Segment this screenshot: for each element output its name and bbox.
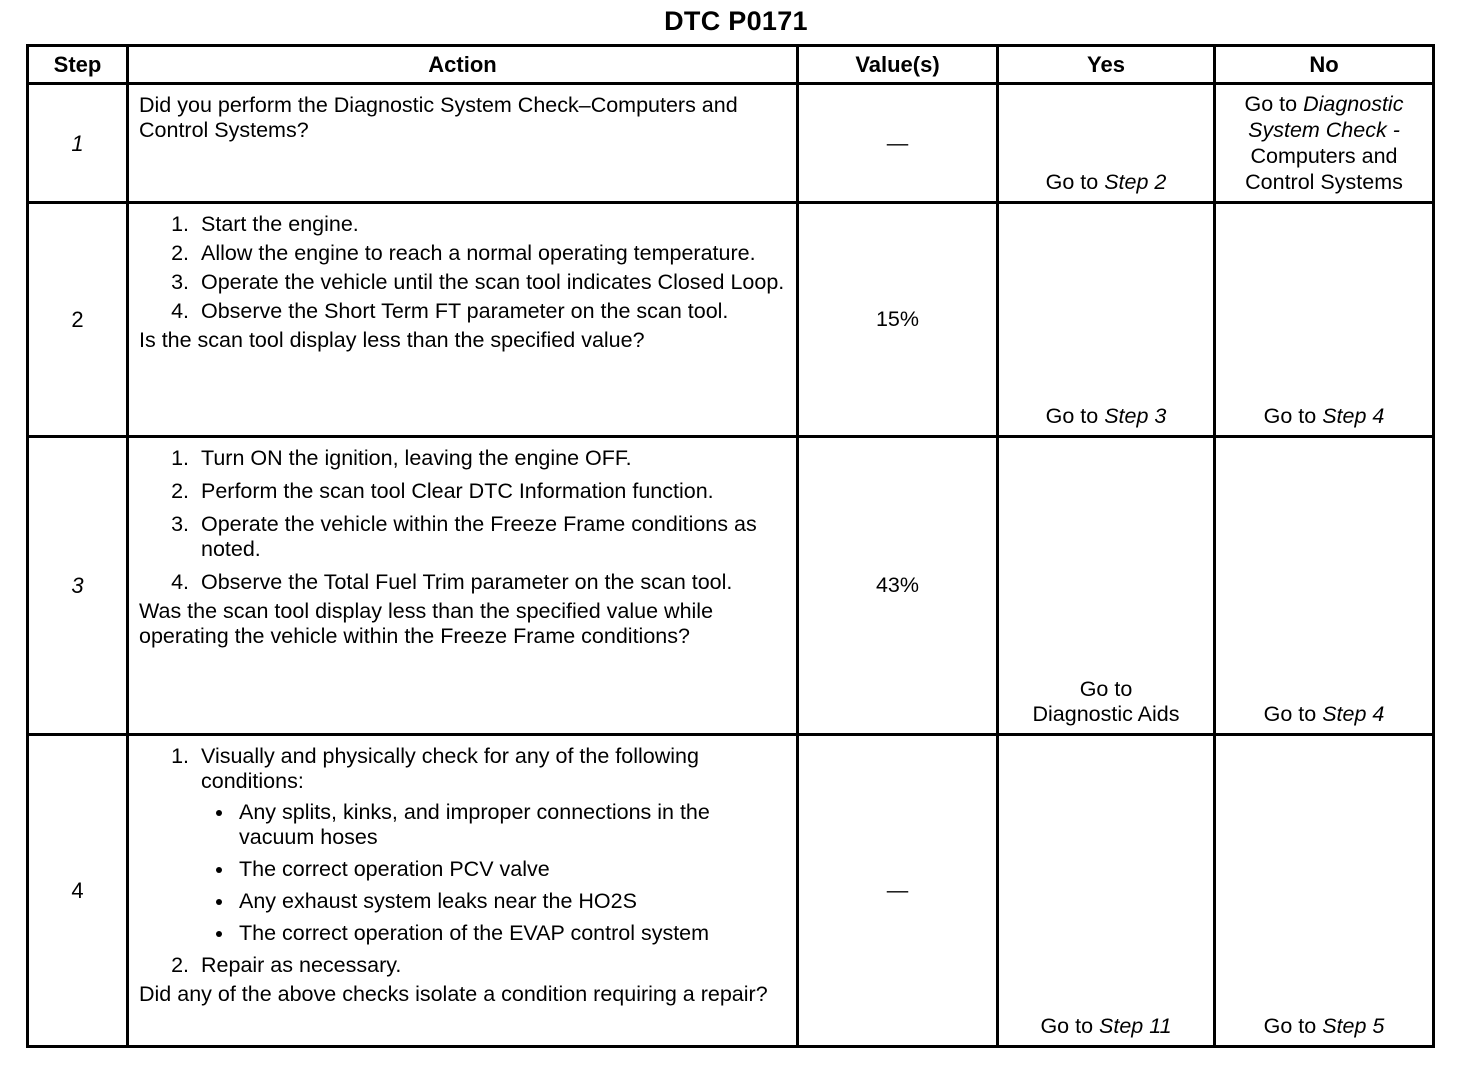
yes-cell: [998, 203, 1215, 437]
no-link[interactable]: Step 4: [1322, 702, 1385, 726]
step-number: 2: [28, 203, 128, 437]
value-cell: 43%: [798, 437, 998, 735]
no-suffix: Computers and Control Systems: [1245, 144, 1403, 194]
no-prefix: Go to: [1263, 404, 1323, 428]
table-row: [28, 203, 1434, 437]
header-yes: Yes: [998, 46, 1215, 84]
step-list: [139, 744, 786, 978]
bullet-item: • Any exhaust system leaks near the HO2S: [235, 889, 786, 914]
no-prefix: Go to: [1263, 702, 1323, 726]
yes-link[interactable]: Step 11: [1099, 1014, 1172, 1038]
page-title: DTC P0171: [664, 6, 808, 36]
step-list: [139, 212, 786, 324]
yes-prefix: Go to: [1045, 404, 1105, 428]
bullet-item: • Any splits, kinks, and improper connections in the vacuum hoses: [235, 800, 786, 850]
action-question: Did you perform the Diagnostic System Check–Computers and Control Systems?: [139, 93, 738, 142]
action-cell: [128, 437, 798, 735]
yes-cell[interactable]: Go to Diagnostic Aids: [998, 437, 1215, 735]
list-item: 4. Observe the Short Term FT parameter on the scan tool.: [195, 299, 786, 324]
no-cell: [1215, 735, 1434, 1047]
no-link[interactable]: Diagnostic System Check -: [1248, 92, 1404, 142]
value-cell: —: [798, 84, 998, 203]
action-question: Is the scan tool display less than the specified value?: [139, 328, 645, 352]
table-row: [28, 437, 1434, 735]
header-values: Value(s): [798, 46, 998, 84]
header-step: Step: [28, 46, 128, 84]
yes-link[interactable]: Step 2: [1104, 170, 1167, 194]
yes-prefix: Go to: [1040, 1014, 1100, 1038]
bullet-list: [201, 800, 786, 946]
no-prefix: Go to: [1263, 1014, 1323, 1038]
table-row: [28, 84, 1434, 203]
list-item: 2. Allow the engine to reach a normal operating temperature.: [195, 241, 786, 266]
table-row: [28, 735, 1434, 1047]
step-number: 1: [28, 84, 128, 203]
action-question: Was the scan tool display less than the specified value while operating the vehicle within the Freeze Frame conditions?: [139, 599, 714, 648]
yes-cell: [998, 735, 1215, 1047]
bullet-item: • The correct operation of the EVAP control system: [235, 921, 786, 946]
no-link[interactable]: Step 4: [1322, 404, 1385, 428]
action-question: Did any of the above checks isolate a condition requiring a repair?: [139, 982, 768, 1006]
step-number: 3: [28, 437, 128, 735]
action-cell: [128, 203, 798, 437]
yes-link[interactable]: Step 3: [1104, 404, 1167, 428]
diagnostic-table: [26, 44, 1435, 1048]
list-item: 2. Repair as necessary.: [195, 953, 786, 978]
no-prefix: Go to: [1244, 92, 1304, 116]
header-action: Action: [128, 46, 798, 84]
no-cell: [1215, 84, 1434, 203]
action-cell: [128, 84, 798, 203]
yes-prefix: Go to: [1045, 170, 1105, 194]
bullet-item: • The correct operation PCV valve: [235, 857, 786, 882]
step-list: [139, 446, 786, 595]
list-item: 1. Start the engine.: [195, 212, 786, 237]
list-item-text: Visually and physically check for any of the following conditions:: [201, 744, 699, 793]
header-no: No: [1215, 46, 1434, 84]
action-cell: [128, 735, 798, 1047]
list-item: [195, 744, 786, 946]
step-number: 4: [28, 735, 128, 1047]
list-item: 3. Operate the vehicle until the scan tool indicates Closed Loop.: [195, 270, 786, 295]
list-item: 2. Perform the scan tool Clear DTC Information function.: [195, 479, 786, 504]
no-link[interactable]: Step 5: [1322, 1014, 1385, 1038]
value-cell: —: [798, 735, 998, 1047]
list-item: 1. Turn ON the ignition, leaving the engine OFF.: [195, 446, 786, 471]
yes-cell: [998, 84, 1215, 203]
no-cell: [1215, 437, 1434, 735]
list-item: 3. Operate the vehicle within the Freeze Frame conditions as noted.: [195, 512, 786, 562]
value-cell: 15%: [798, 203, 998, 437]
list-item: 4. Observe the Total Fuel Trim parameter on the scan tool.: [195, 570, 786, 595]
no-cell: [1215, 203, 1434, 437]
header-row: [28, 46, 1434, 84]
